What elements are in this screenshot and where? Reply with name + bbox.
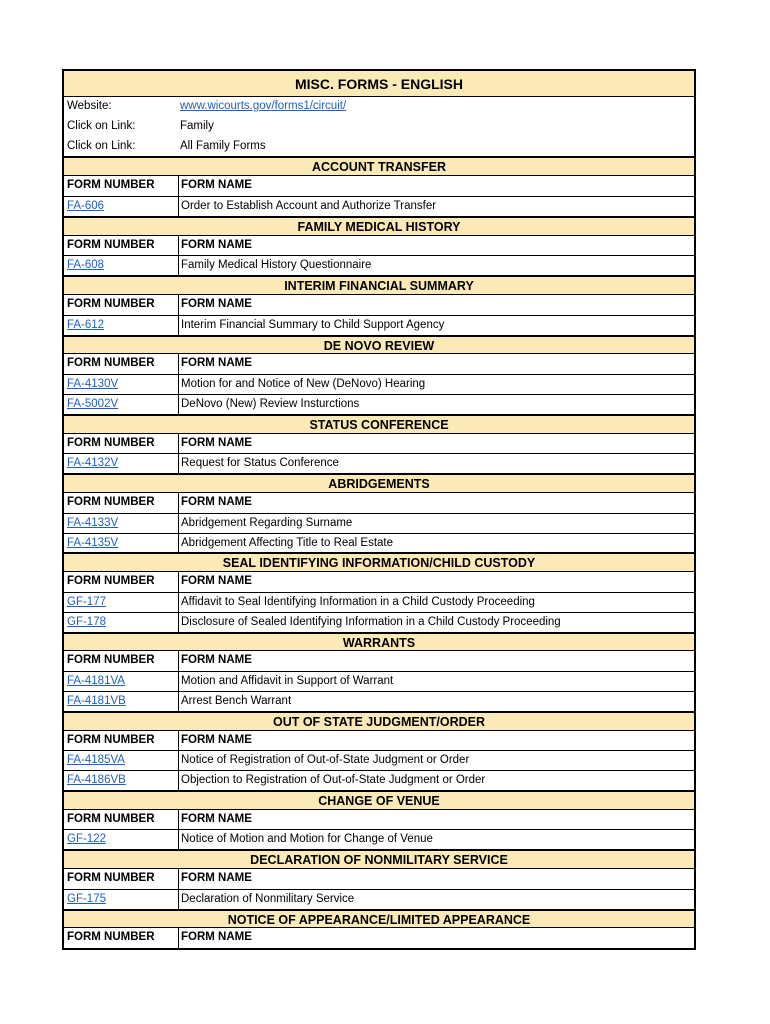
form-number-link[interactable]: FA-4132V (67, 457, 119, 470)
form-number-header: FORM NUMBER (67, 495, 155, 508)
form-name-header: FORM NAME (178, 295, 694, 315)
section-header: STATUS CONFERENCE (64, 414, 694, 434)
form-name-cell: Affidavit to Seal Identifying Information in a Child Custody Proceeding (178, 593, 694, 612)
form-name-cell: Disclosure of Sealed Identifying Information in a Child Custody Proceeding (178, 613, 694, 632)
table-row (64, 691, 694, 711)
form-number-link[interactable]: FA-4186VB (67, 774, 126, 787)
form-name-header: FORM NAME (178, 651, 694, 671)
form-number-cell (64, 613, 178, 632)
form-number-link[interactable]: FA-608 (67, 259, 105, 272)
form-number-link[interactable]: FA-4135V (67, 536, 119, 549)
form-number-cell (64, 395, 178, 414)
form-number-cell (64, 514, 178, 533)
form-name-cell: Request for Status Conference (178, 454, 694, 473)
forms-table (62, 69, 696, 950)
form-name-cell: DeNovo (New) Review Insturctions (178, 395, 694, 414)
form-number-header: FORM NUMBER (67, 812, 155, 825)
form-number-cell (64, 830, 178, 849)
column-header-row (64, 928, 694, 948)
table-row (64, 315, 694, 335)
form-number-header: FORM NUMBER (67, 436, 155, 449)
form-name-header: FORM NAME (178, 354, 694, 374)
form-number-cell (64, 534, 178, 553)
form-number-cell (64, 593, 178, 612)
website-link[interactable]: www.wicourts.gov/forms1/circuit/ (180, 100, 347, 112)
form-name-cell: Order to Establish Account and Authorize Transfer (178, 197, 694, 216)
column-header-row (64, 176, 694, 196)
table-row (64, 829, 694, 849)
section-header: DE NOVO REVIEW (64, 335, 694, 355)
form-number-cell (64, 771, 178, 790)
section-header: INTERIM FINANCIAL SUMMARY (64, 275, 694, 295)
form-name-header: FORM NAME (178, 176, 694, 196)
form-number-cell (64, 751, 178, 770)
section-header: FAMILY MEDICAL HISTORY (64, 216, 694, 236)
table-row (64, 612, 694, 632)
column-header-row (64, 354, 694, 374)
form-number-cell (64, 316, 178, 335)
column-header-row (64, 731, 694, 751)
info-block (64, 97, 694, 156)
form-number-header: FORM NUMBER (67, 179, 155, 192)
form-number-header: FORM NUMBER (67, 575, 155, 588)
section-header: ABRIDGEMENTS (64, 473, 694, 493)
table-row (64, 513, 694, 533)
form-number-header: FORM NUMBER (67, 238, 155, 251)
table-row (64, 394, 694, 414)
table-row (64, 533, 694, 553)
form-number-header: FORM NUMBER (67, 654, 155, 667)
table-row (64, 889, 694, 909)
form-number-link[interactable]: FA-5002V (67, 397, 119, 410)
table-row (64, 770, 694, 790)
form-number-link[interactable]: FA-4181VA (67, 675, 125, 688)
form-name-cell: Interim Financial Summary to Child Support Agency (178, 316, 694, 335)
form-number-cell (64, 692, 178, 711)
info-label: Click on Link: (67, 119, 136, 132)
section-header: SEAL IDENTIFYING INFORMATION/CHILD CUSTODY (64, 552, 694, 572)
section-header: ACCOUNT TRANSFER (64, 156, 694, 176)
table-row (64, 374, 694, 394)
section-header: DECLARATION OF NONMILITARY SERVICE (64, 849, 694, 869)
table-row (64, 671, 694, 691)
section-header: NOTICE OF APPEARANCE/LIMITED APPEARANCE (64, 909, 694, 929)
form-name-cell: Family Medical History Questionnaire (178, 256, 694, 275)
form-number-link[interactable]: FA-4133V (67, 516, 119, 529)
form-name-header: FORM NAME (178, 434, 694, 454)
column-header-row (64, 493, 694, 513)
section-header: CHANGE OF VENUE (64, 790, 694, 810)
form-number-link[interactable]: GF-122 (67, 833, 106, 846)
table-row (64, 453, 694, 473)
form-number-header: FORM NUMBER (67, 357, 155, 370)
table-row (64, 196, 694, 216)
form-number-link[interactable]: GF-178 (67, 615, 106, 628)
form-name-header: FORM NAME (178, 928, 694, 948)
form-number-link[interactable]: FA-606 (67, 199, 105, 212)
form-number-link[interactable]: GF-177 (67, 595, 106, 608)
form-number-link[interactable]: FA-612 (67, 318, 105, 331)
table-row (64, 592, 694, 612)
form-number-link[interactable]: FA-4181VB (67, 694, 126, 707)
form-name-header: FORM NAME (178, 493, 694, 513)
form-number-header: FORM NUMBER (67, 297, 155, 310)
form-number-link[interactable]: GF-175 (67, 892, 106, 905)
column-header-row (64, 651, 694, 671)
section-header: OUT OF STATE JUDGMENT/ORDER (64, 711, 694, 731)
form-number-header: FORM NUMBER (67, 931, 155, 944)
table-row (64, 750, 694, 770)
form-name-cell: Objection to Registration of Out-of-State Judgment or Order (178, 771, 694, 790)
column-header-row (64, 236, 694, 256)
column-header-row (64, 572, 694, 592)
form-name-header: FORM NAME (178, 810, 694, 830)
form-number-link[interactable]: FA-4185VA (67, 754, 125, 767)
column-header-row (64, 869, 694, 889)
form-number-cell (64, 672, 178, 691)
form-number-link[interactable]: FA-4130V (67, 378, 119, 391)
info-row (64, 117, 694, 137)
form-name-cell: Notice of Motion and Motion for Change of Venue (178, 830, 694, 849)
form-number-cell (64, 454, 178, 473)
sections-container (64, 156, 694, 948)
info-label: Website: (67, 100, 112, 112)
form-name-cell: Abridgement Affecting Title to Real Estate (178, 534, 694, 553)
info-value: Family (180, 119, 214, 132)
info-value: All Family Forms (180, 139, 266, 152)
form-number-cell (64, 256, 178, 275)
info-label: Click on Link: (67, 139, 136, 152)
form-name-header: FORM NAME (178, 869, 694, 889)
page-title: MISC. FORMS - ENGLISH (64, 71, 694, 97)
form-name-header: FORM NAME (178, 731, 694, 751)
form-name-header: FORM NAME (178, 236, 694, 256)
column-header-row (64, 434, 694, 454)
form-name-cell: Declaration of Nonmilitary Service (178, 890, 694, 909)
form-number-cell (64, 197, 178, 216)
form-name-cell: Motion for and Notice of New (DeNovo) Hearing (178, 375, 694, 394)
form-number-header: FORM NUMBER (67, 733, 155, 746)
form-number-cell (64, 375, 178, 394)
info-row (64, 97, 694, 117)
column-header-row (64, 295, 694, 315)
table-row (64, 255, 694, 275)
form-name-cell: Motion and Affidavit in Support of Warrant (178, 672, 694, 691)
form-name-header: FORM NAME (178, 572, 694, 592)
form-number-header: FORM NUMBER (67, 872, 155, 885)
form-name-cell: Arrest Bench Warrant (178, 692, 694, 711)
form-name-cell: Notice of Registration of Out-of-State Judgment or Order (178, 751, 694, 770)
section-header: WARRANTS (64, 632, 694, 652)
form-name-cell: Abridgement Regarding Surname (178, 514, 694, 533)
column-header-row (64, 810, 694, 830)
info-row (64, 137, 694, 157)
form-number-cell (64, 890, 178, 909)
